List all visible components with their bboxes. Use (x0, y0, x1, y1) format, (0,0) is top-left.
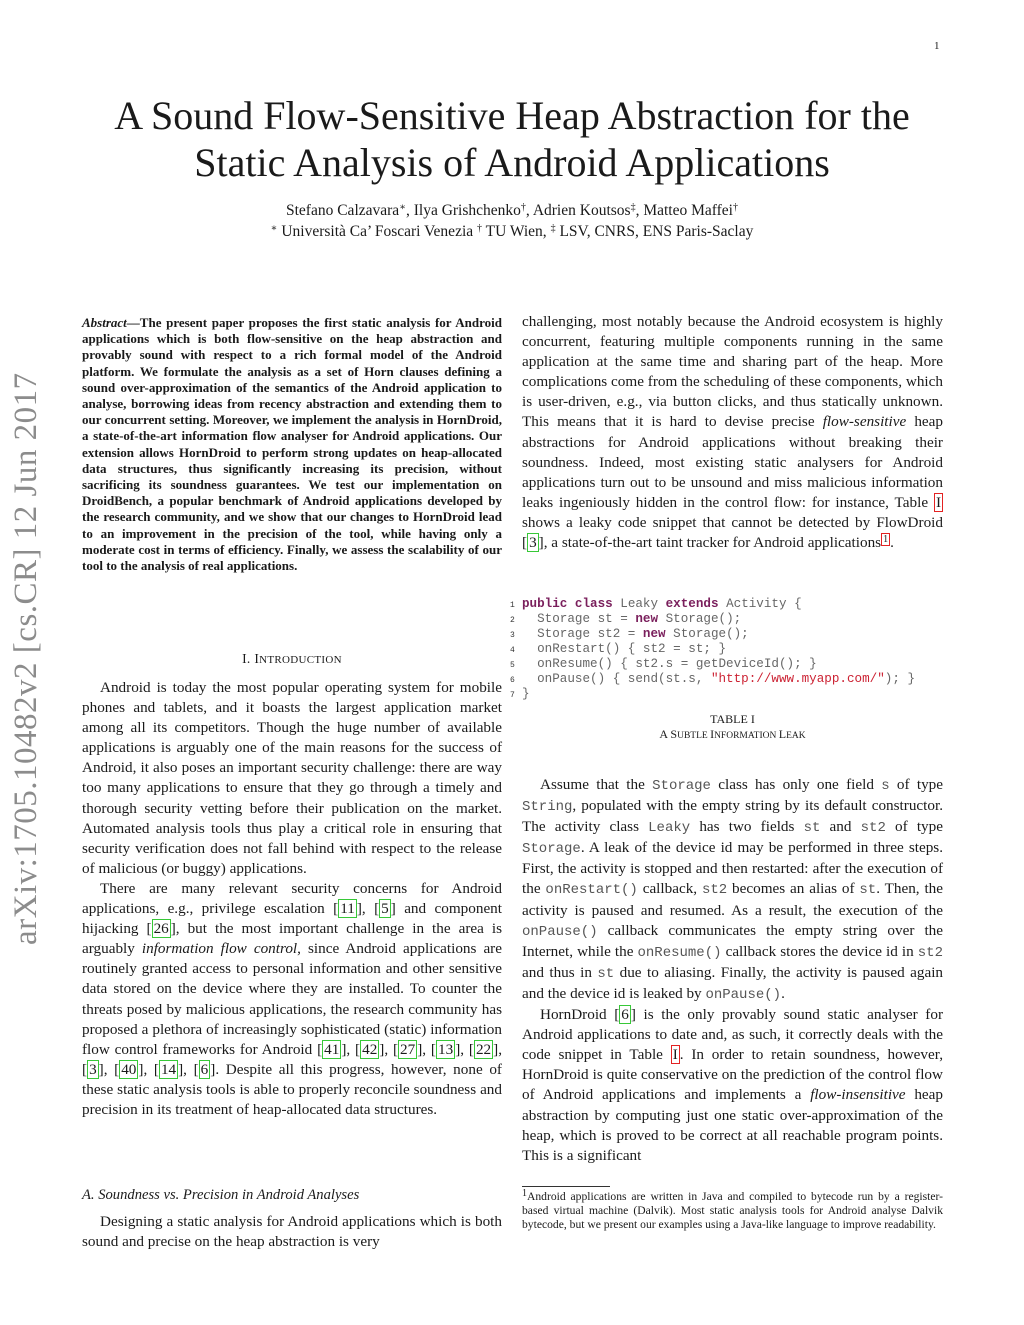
subsection-heading: A. Soundness vs. Precision in Android Analyses (82, 1187, 360, 1203)
text-run: ], [ (356, 900, 380, 918)
citation-link[interactable]: 22 (475, 1040, 492, 1058)
inline-code: Storage (522, 841, 581, 858)
page-number: 1 (934, 40, 940, 52)
paper-title (60, 92, 964, 186)
affiliation-mark: ‡ (550, 223, 556, 234)
inline-code: st2 (701, 882, 728, 899)
author-name: Ilya Grishchenko (413, 202, 521, 219)
text-run: HornDroid [ (540, 1006, 620, 1024)
line-number: 2 (510, 616, 515, 625)
author-separator: , (635, 202, 644, 219)
right-paragraph-3 (522, 1005, 943, 1166)
citation-link[interactable]: 6 (200, 1060, 209, 1078)
section-title-rest: NTRODUCTION (259, 654, 342, 666)
inline-code: st2 (917, 944, 943, 961)
citation-separator: ], [ (82, 1040, 502, 1078)
caption-text: NFORMATION (714, 731, 779, 741)
citation-link[interactable]: 40 (121, 1060, 137, 1078)
subsection-paragraph-1: Designing a static analysis for Android applications which is both sound and precise on the heap abstraction is very (82, 1213, 502, 1251)
intro-body (82, 678, 502, 1120)
text-run: has two fields (690, 818, 804, 836)
code-text: } (522, 687, 530, 701)
line-number: 5 (510, 661, 515, 670)
author-mark: ‡ (630, 202, 636, 213)
caption-text: A S (659, 727, 678, 741)
text-run: . Then, the activity is paused and resumed. As a result, the execution of the (522, 880, 944, 919)
text-run: and thus in (522, 963, 598, 981)
text-run: ] is the only provably sound static analyser for Android applications to date and, as such, it correctly deals with the code snippet in Table (522, 1006, 943, 1064)
title-line-2: Static Analysis of Android Applications (194, 140, 830, 185)
code-text: Storage st = (522, 612, 636, 626)
text-run: . (890, 534, 894, 552)
table-label: TABLE I (710, 712, 755, 726)
citation-separator: ], [ (455, 1040, 474, 1058)
section-initial: I (254, 651, 260, 666)
line-number: 1 (510, 601, 515, 610)
abstract-text: The present paper proposes the first static analysis for Android applications which is both flow-sensitive on the heap abstraction and provably sound with respect to a rich formal model of the Android platform. We formulate the analysis as a set of Horn clauses defining a sound over-approximation of the semantics of the Android application to analyse, borrowing ideas from recency abstraction and extending them to our concurrent setting. Moreover, we implement the analysis in HornDroid, a state-of-the-art information flow analyser for Android applications. Our extension allows HornDroid to perform strong updates on heap-allocated data structures, thus significantly increasing its precision, without sacrificing its soundness guarantees. We test our implementation on DroidBench, a popular benchmark of Android applications developed by the research community, and we show that our changes to HornDroid lead to an improvement in the precision of the tool, while having only a moderate cost in terms of efficiency. Finally, we assess the scalability of our tool to the analysis of real applications. (82, 315, 502, 574)
code-line (510, 687, 950, 702)
code-keyword: extends (665, 597, 719, 611)
text-run: , since Android applications are routinely granted access to personal information and other sensitive data stored on the device where they are installed. To counter the threats posed by malicious applications, the research community has proposed a plethora of increasingly sophisticated (static) information flow control frameworks for Android [ (82, 940, 502, 1058)
citation-separator: ], [ (341, 1040, 361, 1058)
affiliation-name: Università Ca’ Foscari Venezia (277, 223, 478, 240)
text-run: , populated with the empty string by its default constructor. The activity class (522, 797, 943, 836)
right-column-bottom (522, 775, 943, 1166)
inline-code: st (803, 820, 821, 837)
author-name: Matteo Maffei (643, 202, 733, 219)
inline-code: st (859, 882, 877, 899)
code-text: onRestart() { st2 = st; } (522, 642, 727, 656)
line-number: 6 (510, 676, 515, 685)
text-run: callback communicates the empty string over the Internet, while the (522, 921, 943, 960)
code-text: ); } (884, 672, 915, 686)
emphasis-text: information flow control (141, 940, 298, 958)
citation-link[interactable]: 5 (381, 900, 389, 918)
citation-separator: ], [ (98, 1060, 120, 1078)
right-paragraph-1 (522, 312, 943, 553)
code-line (510, 612, 950, 627)
text-run: ]. Despite all this progress, however, none of these static analysis tools is able to properly reconcile soundness and precision in its treatment of heap-allocated data structures. (82, 1060, 502, 1118)
text-run: Assume that the (540, 776, 653, 793)
citation-separator: ], [ (178, 1060, 199, 1078)
caption-text: L (778, 727, 787, 741)
text-run: There are many relevant security concerns for Android applications, e.g., privilege escalation [ (82, 879, 502, 918)
text-run: and (820, 818, 861, 836)
text-run: callback stores the device id in (721, 942, 918, 960)
code-listing (510, 597, 950, 702)
text-run: ], but the most important challenge in the area is arguably (82, 920, 502, 958)
code-line (510, 657, 950, 672)
citation-link[interactable]: 11 (340, 900, 355, 918)
text-run: ], a state-of-the-art taint tracker for Android applications (538, 534, 882, 552)
footnote (522, 1190, 943, 1233)
inline-code: s (881, 778, 890, 794)
text-run: challenging, most notably because the Android ecosystem is highly concurrent, featuring multiple components running in the same application at the same time and sharing part of the heap. More complications come from the scheduling of these components, which is user-driven, e.g., via button clicks, and thus statically unknown. This means that it is hard to devise precise (522, 313, 943, 431)
code-text: onResume() { st2.s = getDeviceId(); } (522, 657, 817, 671)
affiliation-mark: † (477, 223, 483, 234)
code-line (510, 597, 950, 612)
code-text: onPause() { send(st.s, (522, 672, 711, 686)
author-mark: ∗ (399, 202, 406, 213)
intro-paragraph-2 (82, 879, 502, 1120)
code-string: "http://www.myapp.com/" (710, 672, 885, 686)
caption-text: I (710, 727, 715, 741)
text-run: becomes an alias of (727, 880, 860, 898)
intro-paragraph-1: Android is today the most popular operating system for mobile phones and tablets, and it boasts the largest application market among all its competitors. Though the huge number of available applications is arguably one of the main reasons for the success of Android, it also poses an important security challenge: there are way too many applications to ensure that they go through a timely and thorough security vetting before their publication on the market. Automated analysis tools thus play a critical role in ensuring that security verification does not fall behind with respect to the release of malicious (or buggy) applications. (82, 679, 502, 877)
line-number: 7 (510, 691, 515, 700)
emphasis-text: flow-sensitive (822, 413, 907, 431)
inline-code: Leaky (648, 820, 691, 837)
footnote-rule (522, 1186, 610, 1187)
abstract (82, 315, 502, 574)
author-name: Stefano Calzavara (286, 202, 400, 219)
affiliation-name: LSV, CNRS, ENS Paris-Saclay (555, 223, 754, 240)
inline-code: Storage (652, 778, 711, 794)
author-mark: † (520, 202, 526, 213)
inline-code: st2 (860, 820, 886, 837)
citation-link[interactable]: 14 (160, 1060, 177, 1078)
right-column-top (522, 312, 943, 553)
text-run: shows a leaky code snippet that cannot be detected by FlowDroid [ (522, 513, 943, 552)
inline-code: String (522, 799, 573, 816)
text-run: . In order to retain soundness, however, HornDroid is quite conservative on the prediction of the control flow of Android applications and implements a (522, 1046, 944, 1104)
arxiv-stamp: arXiv:1705.10482v2 [cs.CR] 12 Jun 2017 (8, 372, 44, 945)
citation-separator: ], [ (138, 1060, 159, 1078)
text-run: callback, (637, 880, 702, 898)
author-separator: , (525, 202, 533, 219)
line-number: 4 (510, 646, 515, 655)
text-run: of type (889, 776, 944, 793)
citation-link[interactable]: 26 (153, 920, 169, 938)
code-text: Storage(); (658, 612, 742, 626)
section-number: I. (242, 651, 251, 666)
title-line-1: A Sound Flow-Sensitive Heap Abstraction for the (114, 93, 910, 138)
code-keyword: public class (522, 597, 613, 611)
text-run: . (781, 984, 785, 1002)
citation-link[interactable]: 13 (438, 1040, 454, 1058)
affiliation-name: TU Wien, (482, 223, 551, 240)
citation-separator: ], [ (417, 1040, 436, 1058)
emphasis-text: flow-insensitive (810, 1086, 906, 1104)
citation-link[interactable]: 3 (529, 534, 537, 552)
code-keyword: new (635, 612, 659, 626)
caption-text: UBTLE (677, 731, 711, 741)
subsection-body (82, 1212, 502, 1252)
author-separator: , (405, 202, 414, 219)
author-mark: † (732, 202, 738, 213)
code-text: Leaky (612, 597, 666, 611)
affiliation-list (60, 221, 964, 242)
code-text: Storage st2 = (522, 627, 643, 641)
table-title (522, 727, 943, 744)
inline-code: onPause() (705, 986, 782, 1003)
code-line (510, 627, 950, 642)
citation-link[interactable]: 42 (362, 1040, 378, 1058)
citation-link[interactable]: 27 (400, 1040, 416, 1058)
citation-link[interactable]: 6 (621, 1006, 629, 1024)
table-reference-link[interactable]: I (935, 493, 941, 511)
code-text: Activity { (718, 597, 802, 611)
abstract-label: Abstract (82, 315, 127, 330)
text-run: heap abstraction by computing just one static over-approximation of the heap, which is proved to be correct at all reachable program points. This is a significant (522, 1086, 944, 1164)
inline-code: onPause() (522, 923, 598, 940)
author-name: Adrien Koutsos (532, 202, 631, 219)
caption-text: EAK (786, 731, 806, 741)
code-line (510, 642, 950, 657)
section-heading-introduction (82, 651, 502, 667)
citation-link[interactable]: 41 (324, 1040, 340, 1058)
right-paragraph-2 (522, 775, 943, 1005)
code-keyword: new (642, 627, 666, 641)
citation-separator: ], [ (379, 1040, 399, 1058)
text-run: due to aliasing. Finally, the activity is paused again and the device id is leaked by (522, 963, 944, 1002)
footnote-reference-link[interactable]: 1 (883, 534, 889, 546)
line-number: 3 (510, 631, 515, 640)
code-text: Storage(); (665, 627, 749, 641)
footnote-mark: 1 (522, 1188, 527, 1199)
affiliation-mark: ∗ (270, 223, 278, 234)
footnote-text: Android applications are written in Java and compiled to bytecode run by a register-based virtual machine (Dalvik). Most static analysis tools for Android analyse Dalvik bytecode, but we present our examples using a Java-like language to improve readability. (522, 1190, 943, 1232)
inline-code: st (597, 965, 615, 982)
text-run: heap abstractions for Android applications without breaking their soundness. Indeed, most existing static analysers for Android applications turn out to be unsound and miss malicious information leaks ingeniously hidden in the control flow: for instance, Table (522, 413, 944, 511)
text-run: ] and component hijacking [ (82, 900, 502, 938)
text-run: of type (885, 818, 943, 836)
abstract-dash: — (126, 315, 140, 330)
author-list (60, 200, 964, 221)
text-run: . A leak of the device id may be performed in three steps. First, the activity is stopped and then restarted: after the execution of the (522, 839, 943, 898)
inline-code: onResume() (637, 944, 722, 961)
citation-link[interactable]: 3 (89, 1060, 97, 1078)
table-caption (522, 712, 943, 744)
text-run: class has only one field (710, 776, 882, 793)
code-line (510, 672, 950, 687)
table-reference-link[interactable]: I (672, 1046, 678, 1064)
inline-code: onRestart() (545, 882, 638, 899)
